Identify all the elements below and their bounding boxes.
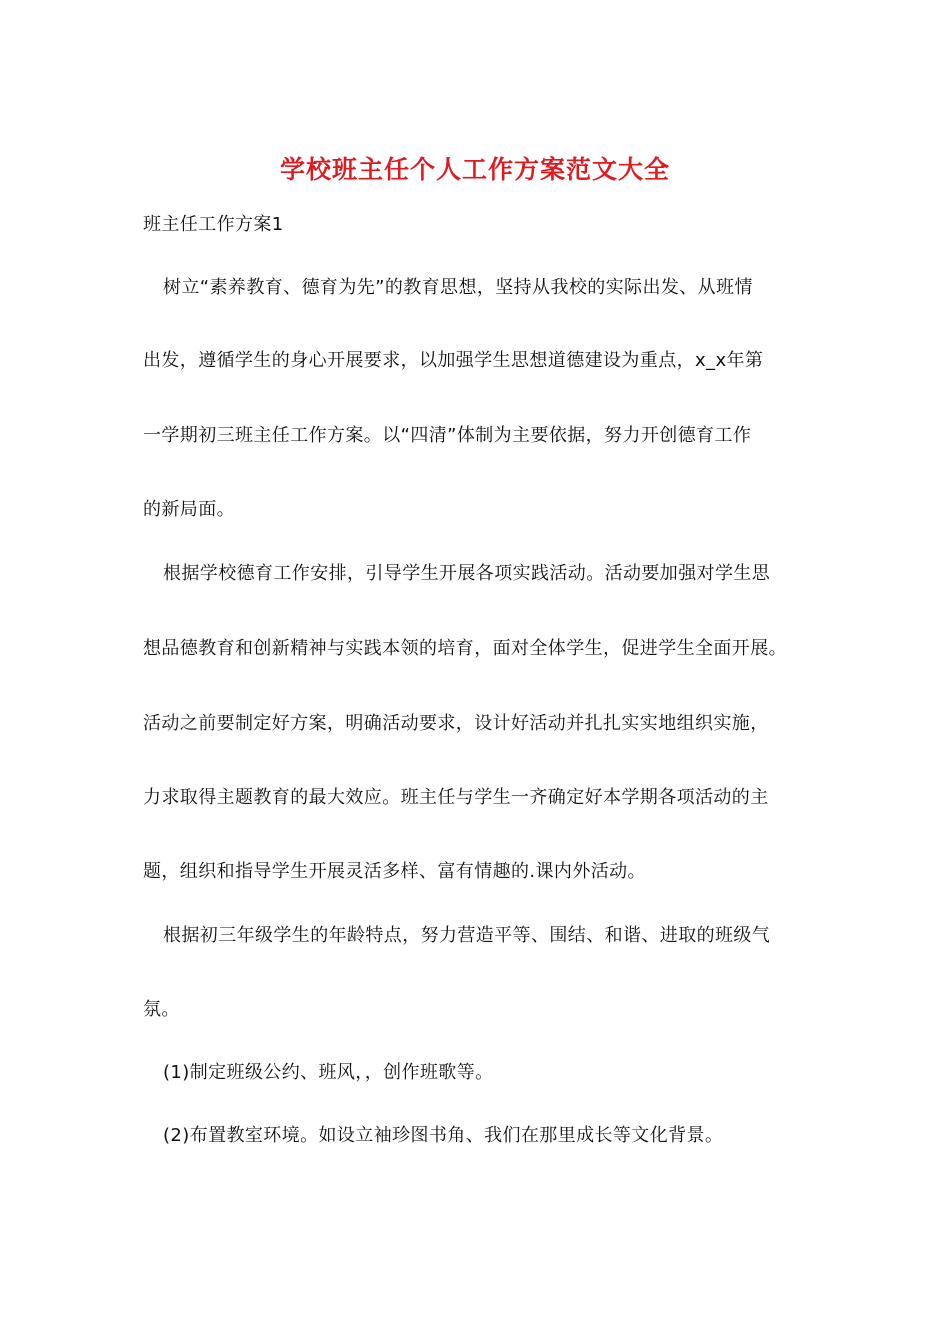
- paragraph-line: 活动之前要制定好方案，明确活动要求，设计好活动并扎扎实实地组织实施，: [143, 713, 769, 734]
- paragraph-line: 根据初三年级学生的年龄特点，努力营造平等、围结、和谐、进取的班级气: [163, 925, 771, 946]
- paragraph-line: 一学期初三班主任工作方案。以“四清”体制为主要依据，努力开创德育工作: [143, 425, 752, 446]
- paragraph-line: 的新局面。: [143, 499, 235, 520]
- paragraph-line: 树立“素养教育、德育为先”的教育思想，坚持从我校的实际出发、从班情: [163, 277, 753, 298]
- list-item: (2)布置教室环境。如设立袖珍图书角、我们在那里成长等文化背景。: [163, 1125, 724, 1146]
- paragraph-line: 想品德教育和创新精神与实践本领的培育，面对全体学生，促进学生全面开展。: [143, 638, 787, 659]
- paragraph-line: 力求取得主题教育的最大效应。班主任与学生一齐确定好本学期各项活动的主: [143, 787, 769, 808]
- section-heading: 班主任工作方案1: [143, 214, 284, 235]
- paragraph-line: 题，组织和指导学生开展灵活多样、富有情趣的.课内外活动。: [143, 861, 646, 882]
- paragraph-line: 氛。: [143, 999, 180, 1020]
- document-title: 学校班主任个人工作方案范文大全: [279, 155, 670, 184]
- list-item: (1)制定班级公约、班风，，创作班歌等。: [163, 1062, 494, 1083]
- paragraph-line: 根据学校德育工作安排，引导学生开展各项实践活动。活动要加强对学生思: [163, 563, 771, 584]
- paragraph-line: 出发，遵循学生的身心开展要求，以加强学生思想道德建设为重点，x_x年第: [143, 350, 764, 371]
